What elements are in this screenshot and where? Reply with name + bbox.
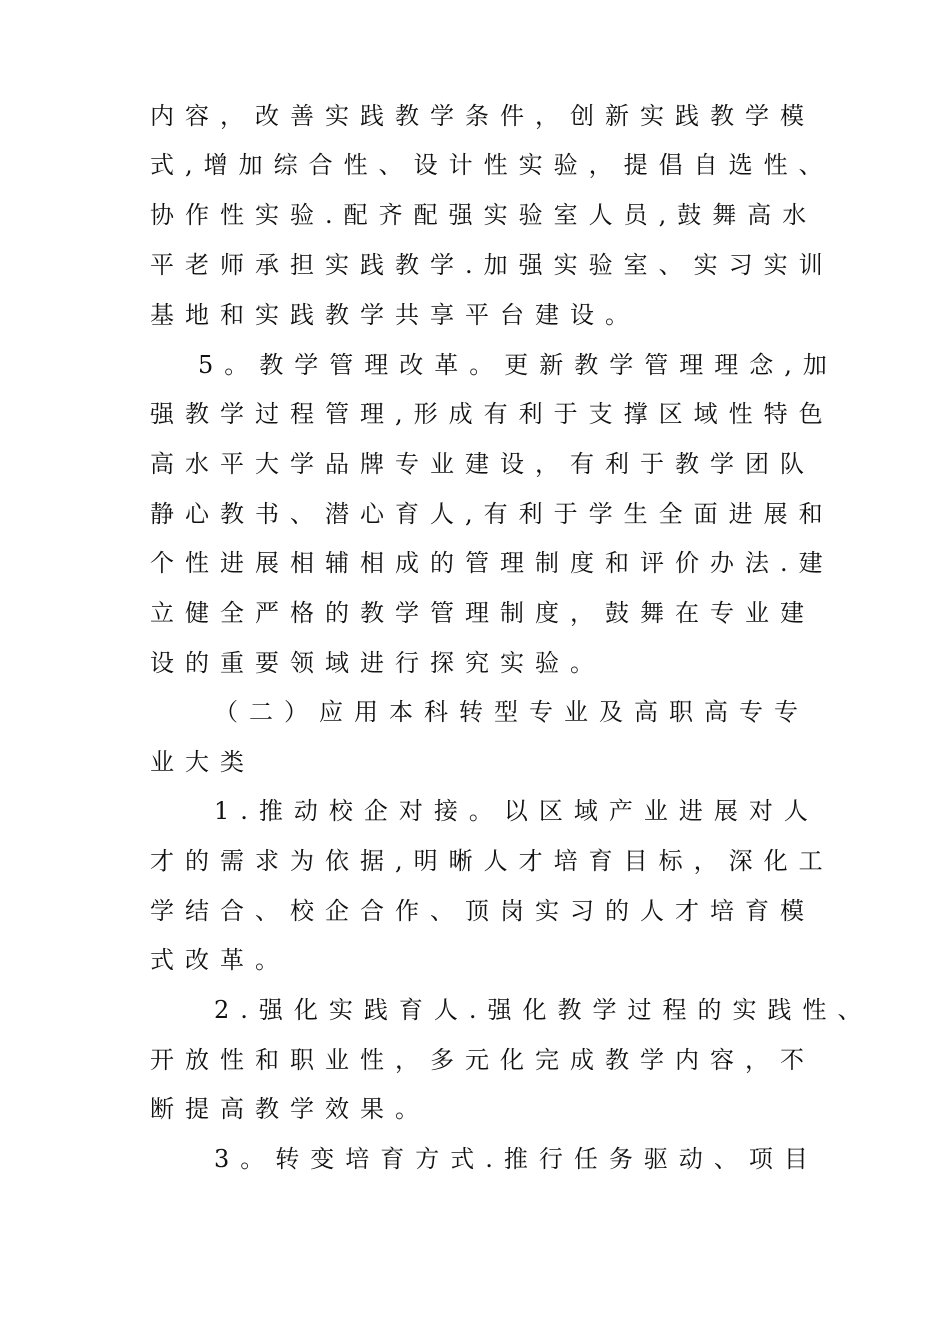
text-line: 基地和实践教学共享平台建设。 bbox=[150, 301, 640, 329]
text-line: 式改革。 bbox=[150, 946, 290, 974]
paragraph-3-heading: 3。转变培育方式.推行任务驱动、项目 bbox=[214, 1145, 819, 1173]
text-line: 断提高教学效果。 bbox=[150, 1095, 430, 1123]
text-line: 开放性和职业性，多元化完成教学内容，不 bbox=[150, 1046, 815, 1074]
paragraph-1-heading: 1.推动校企对接。以区域产业进展对人 bbox=[214, 797, 819, 825]
text-line: 强教学过程管理,形成有利于支撑区域性特色 bbox=[150, 400, 834, 428]
text-line: 内容，改善实践教学条件，创新实践教学模 bbox=[150, 102, 815, 130]
text-line: 高水平大学品牌专业建设，有利于教学团队 bbox=[150, 450, 815, 478]
section-heading: （二）应用本科转型专业及高职高专专 bbox=[214, 698, 809, 726]
text-line: 平老师承担实践教学.加强实验室、实习实训 bbox=[150, 251, 834, 279]
text-line: 静心教书、潜心育人,有利于学生全面进展和 bbox=[150, 500, 834, 528]
paragraph-5-heading: 5。教学管理改革。更新教学管理理念,加 bbox=[198, 351, 838, 379]
text-line: 立健全严格的教学管理制度，鼓舞在专业建 bbox=[150, 599, 815, 627]
text-line: 才的需求为依据,明晰人才培育目标，深化工 bbox=[150, 847, 834, 875]
text-line: 个性进展相辅相成的管理制度和评价办法.建 bbox=[150, 549, 834, 577]
text-line: 设的重要领域进行探究实验。 bbox=[150, 649, 605, 677]
text-line: 式,增加综合性、设计性实验，提倡自选性、 bbox=[150, 151, 834, 179]
section-heading-continued: 业大类 bbox=[150, 748, 255, 776]
text-line: 学结合、校企合作、顶岗实习的人才培育模 bbox=[150, 897, 815, 925]
paragraph-2-heading: 2.强化实践育人.强化教学过程的实践性、 bbox=[214, 996, 873, 1024]
text-line: 协作性实验.配齐配强实验室人员,鼓舞高水 bbox=[150, 201, 818, 229]
